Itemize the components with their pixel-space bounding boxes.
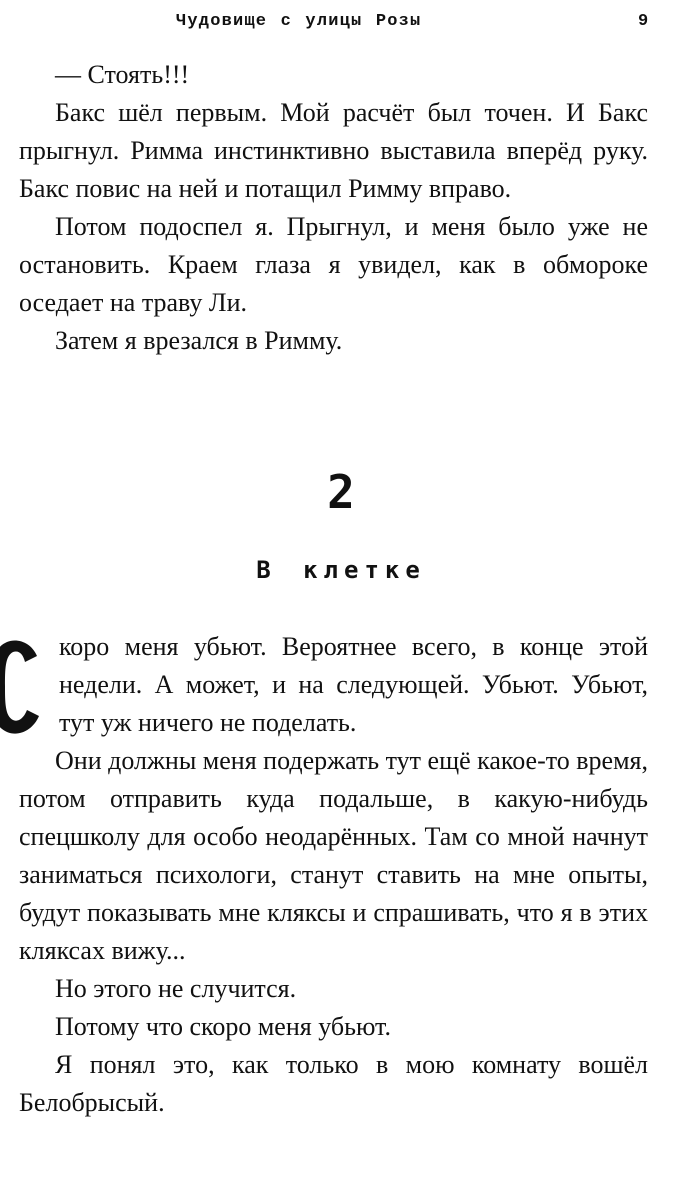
paragraph: Они должны меня подержать тут ещё какое-то время, потом отправить куда подальше, в какую-нибудь спецшколу для особо неодарённых. Там со мной начнут заниматься психологи, станут ставить на мне опыты, будут показывать мне кляксы и спрашивать, что я в этих кляксах вижу... bbox=[19, 746, 648, 965]
paragraph: Но этого не случится. bbox=[55, 974, 297, 1003]
page-number: 9 bbox=[638, 12, 649, 31]
paragraph: Потом подоспел я. Прыгнул, и меня было уже не остановить. Краем глаза я увидел, как в обмороке оседает на траву Ли. bbox=[19, 212, 648, 317]
running-title: Чудовище с улицы Розы bbox=[176, 12, 422, 31]
top-text-block bbox=[19, 56, 648, 360]
chapter-title: В клетке bbox=[256, 556, 426, 584]
first-paragraph-text: коро меня убьют. Вероятнее всего, в конце этой недели. А может, и на следующей. Убьют. Убьют, тут уж ничего не поделать. bbox=[59, 632, 648, 737]
chapter-number: 2 bbox=[327, 465, 355, 519]
paragraph: Затем я врезался в Римму. bbox=[55, 326, 343, 355]
dropcap-letter bbox=[0, 634, 47, 738]
paragraph: — Стоять!!! bbox=[55, 60, 190, 89]
paragraph: Потому что скоро меня убьют. bbox=[55, 1012, 391, 1041]
paragraph: Я понял это, как только в мою комнату вошёл Белобрысый. bbox=[19, 1050, 648, 1117]
chapter-text-block bbox=[19, 628, 648, 1122]
paragraph: Бакс шёл первым. Мой расчёт был точен. И Бакс прыгнул. Римма инстинктивно выставила вперёд руку. Бакс повис на ней и потащил Римму вправо. bbox=[19, 98, 648, 203]
first-paragraph bbox=[19, 628, 648, 742]
